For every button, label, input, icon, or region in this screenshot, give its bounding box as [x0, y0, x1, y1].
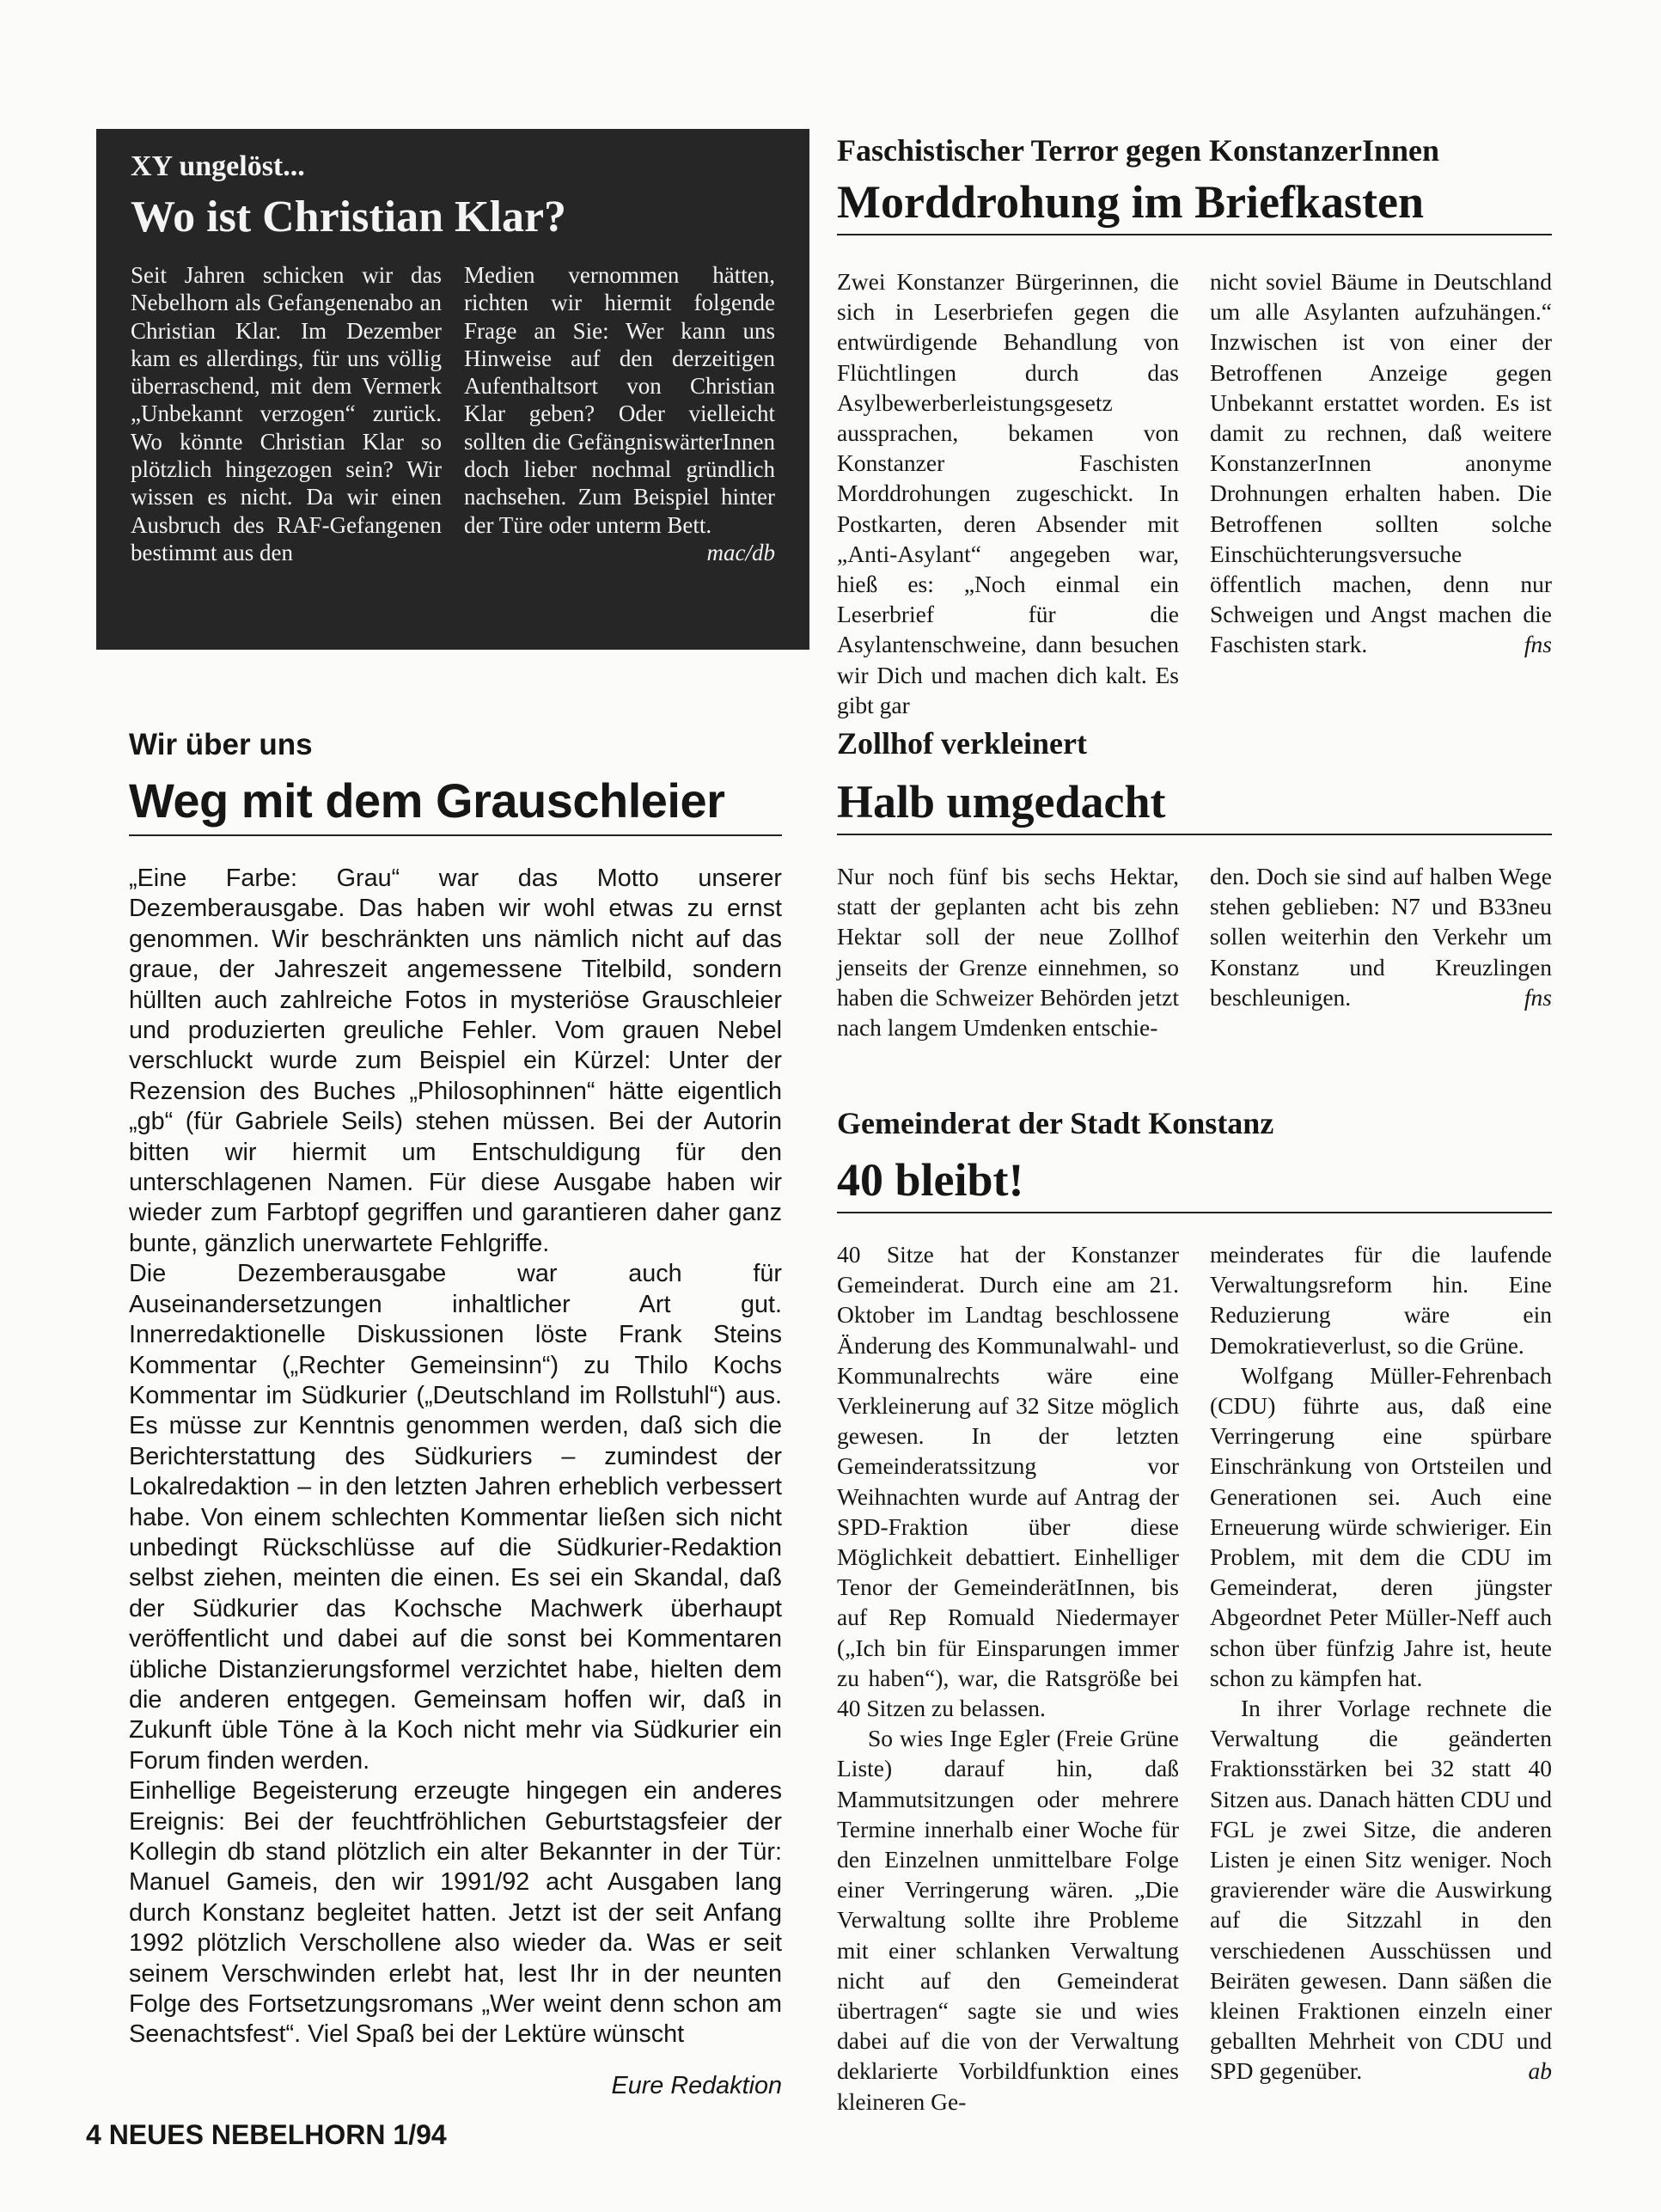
- article-column-2: [1210, 266, 1552, 720]
- article-column-2-text: den. Doch sie sind auf halben Wege stehen geblieben: N7 und B33neu sollen weiterhin den Verkehr um Konstanz und Kreuzlingen beschleunigen.: [1210, 863, 1552, 1011]
- article-columns: [837, 266, 1552, 720]
- article-gemeinderat: [837, 1103, 1552, 2117]
- article-headline: Morddrohung im Briefkasten: [837, 174, 1552, 235]
- article-morddrohung: [837, 131, 1552, 720]
- article-headline: Weg mit dem Grauschleier: [129, 771, 782, 836]
- article-column-1: Seit Jahren schicken wir das Nebelhorn als Gefangenenabo an Christian Klar. Im Dezember kam es allerdings, für uns völlig überraschend, mit dem Vermerk „Unbekannt verzogen“ zurück. Wo könnte Christian Klar so plötzlich hingezogen sein? Wir wissen es nicht. Da wir einen Ausbruch des RAF-Gefangenen bestimmt aus den: [131, 262, 442, 565]
- page-footer: 4 NEUES NEBELHORN 1/94: [86, 2119, 447, 2150]
- article-column-1: [837, 1239, 1179, 2117]
- article-headline: Wo ist Christian Klar?: [131, 192, 567, 241]
- article-paragraph-text: In ihrer Vorlage rechnete die Verwaltung die geänderten Fraktionsstärken bei 32 statt 40 Sitzen aus. Danach hätten CDU und FGL je zwei Sitze, die anderen Listen je einen Sitz weniger. Noch gravierender wäre die Auswirkung auf die Sitzzahl in den verschiedenen Ausschüssen und Beiräten gewesen. Dann säßen die kleinen Fraktionen einzeln einer geballten Mehrheit von CDU und SPD gegenüber.: [1210, 1695, 1552, 2085]
- article-columns: [131, 261, 775, 566]
- article-paragraph: meinderates für die laufende Verwaltungsreform hin. Eine Reduzierung wäre ein Demokratieverlust, so die Grüne.: [1210, 1241, 1552, 1359]
- article-column-1: Nur noch fünf bis sechs Hektar, statt der geplanten acht bis zehn Hektar soll der neue Zollhof jenseits der Grenze einnehmen, so haben die Schweizer Behörden jetzt nach langem Umdenken entschie-: [837, 863, 1179, 1042]
- article-christian-klar: [96, 129, 809, 650]
- article-column-1: Zwei Konstanzer Bürgerinnen, die sich in Leserbriefen gegen die entwürdigende Behandlung von Flüchtlingen durch das Asylbewerberleistungsgesetz aussprachen, bekamen von Konstanzer Faschisten Morddrohungen zugeschickt. In Postkarten, deren Absender mit „Anti-Asylant“ angegeben war, hieß es: „Noch einmal ein Leserbrief für die Asylantenschweine, dann besuchen wir Dich und machen dich kalt. Es gibt gar: [837, 268, 1179, 718]
- article-kicker: Wir über uns: [129, 728, 313, 761]
- article-paragraph: „Eine Farbe: Grau“ war das Motto unserer Dezemberausgabe. Das haben wir wohl etwas zu ernst genommen. Wir beschränkten uns nämlich nicht auf das graue, der Jahreszeit angemessene Titelbild, sondern hüllten auch zahlreiche Fotos in mysteriöse Grauschleier und produzierten greuliche Fehler. Vom grauen Nebel verschluckt wurde zum Beispiel ein Kürzel: Unter der Rezension des Buches „Philosophinnen“ hätte eigentlich „gb“ (für Gabriele Seils) stehen müssen. Bei der Autorin bitten wir hiermit um Entschuldigung für den unterschlagenen Namen. Für diese Ausgabe haben wir wieder zum Farbtopf gegriffen und garantieren daher ganz bunte, gänzlich unerwartete Fehlgriffe.: [129, 865, 782, 1257]
- article-paragraph: 40 Sitze hat der Konstanzer Gemeinderat. Durch eine am 21. Oktober im Landtag beschlossene Änderung des Kommunalwahl- und Kommunalrechts wäre eine Verkleinerung auf 32 Sitze möglich gewesen. In der letzten Gemeinderatssitzung vor Weihnachten wurde auf Antrag der SPD-Fraktion über diese Möglichkeit debattiert. Einhelliger Tenor der GemeinderätInnen, bis auf Rep Romuald Niedermayer („Ich bin für Einsparungen immer zu haben“), war, die Ratsgröße bei 40 Sitzen zu belassen.: [837, 1241, 1179, 1722]
- article-paragraph: Einhellige Begeisterung erzeugte hingegen ein anderes Ereignis: Bei der feuchtfröhlichen Geburtstagsfeier der Kollegin db stand plötzlich ein alter Bekannter in der Tür: Manuel Gameis, den wir 1991/92 acht Ausgaben lang durch Konstanz begleitet hatten. Jetzt ist der seit Anfang 1992 plötzlich Verschollene also wieder da. Was er seit seinem Verschwinden erlebt hat, lest Ihr in der neunten Folge des Fortsetzungsromans „Wer weint denn schon am Seenachtsfest“. Viel Spaß bei der Lektüre wünscht: [129, 1777, 782, 2049]
- article-paragraph: [1210, 1693, 1552, 2087]
- article-signature: mac/db: [706, 539, 775, 565]
- article-kicker: Faschistischer Terror gegen KonstanzerInnen: [837, 133, 1439, 168]
- article-grauschleier: [129, 726, 782, 2101]
- article-headline: Halb umgedacht: [837, 773, 1552, 835]
- article-column-2: [1210, 1239, 1552, 2117]
- article-paragraph: Die Dezemberausgabe war auch für Auseinandersetzungen inhaltlicher Art gut. Innerredaktionelle Diskussionen löste Frank Steins Kommentar („Rechter Gemeinsinn“) zu Thilo Kochs Kommentar im Südkurier („Deutschland im Rollstuhl“) aus. Es müsse zur Kenntnis genommen werden, daß sich die Berichterstattung des Südkuriers – zumindest der Lokalredaktion – in den letzten Jahren erheblich verbessert habe. Von einem schlechten Kommentar ließen sich nicht unbedingt Rückschlüsse auf die Südkurier-Redaktion selbst ziehen, meinten die einen. Es sei ein Skandal, daß der Südkurier das Kochsche Machwerk überhaupt veröffentlicht und dabei auf die sonst bei Kommentaren übliche Distanzierungsformel verzichtet habe, hielten dem die anderen entgegen. Gemeinsam hoffen wir, daß in Zukunft üble Töne à la Koch nicht mehr via Südkurier ein Forum finden werden.: [129, 1260, 782, 1775]
- article-column-2-text: Medien vernommen hätten, richten wir hiermit folgende Frage an Sie: Wer kann uns Hinweise auf den derzeitigen Aufenthaltsort von Christian Klar geben? Oder vielleicht sollten die GefängniswärterInnen doch lieber nochmal gründlich nachsehen. Zum Beispiel hinter der Türe oder unterm Bett.: [464, 262, 775, 538]
- article-zollhof: [837, 724, 1552, 1042]
- article-signature: fns: [1524, 983, 1552, 1011]
- article-signature: ab: [1528, 2057, 1552, 2085]
- article-body: [129, 864, 782, 2101]
- article-headline: 40 bleibt!: [837, 1152, 1552, 1213]
- article-paragraph: Wolfgang Müller-Fehrenbach (CDU) führte aus, daß eine Verringerung eine spürbare Einschränkung von Ortsteilen und Generationen sei. Auch eine Erneuerung würde schwieriger. Ein Problem, mit dem die CDU im Gemeinderat, deren jüngster Abgeordnet Peter Müller-Neff auch schon über fünfzig Jahre ist, heute schon zu kämpfen hat.: [1210, 1361, 1552, 1691]
- article-column-2: [1210, 861, 1552, 1042]
- article-signature: fns: [1524, 631, 1552, 658]
- article-kicker: Gemeinderat der Stadt Konstanz: [837, 1106, 1274, 1140]
- article-columns: [837, 861, 1552, 1042]
- article-kicker: Zollhof verkleinert: [837, 726, 1087, 761]
- article-column-2: [464, 261, 775, 566]
- article-columns: [837, 1239, 1552, 2117]
- article-signature: Eure Redaktion: [611, 2071, 782, 2099]
- article-paragraph: So wies Inge Egler (Freie Grüne Liste) darauf hin, daß Mammutsitzungen oder mehrere Termine innerhalb einer Woche für den Einzelnen unmittelbare Folge einer Verringerung wären. „Die Verwaltung sollte ihre Probleme mit einer schlanken Verwaltung nicht auf den Gemeinderat übertragen“ sagte sie und wies dabei auf die von der Verwaltung deklarierte Vorbildfunktion eines kleineren Ge-: [837, 1725, 1179, 2115]
- article-column-2-text: nicht soviel Bäume in Deutschland um alle Asylanten aufzuhängen.“ Inzwischen ist von einer der Betroffenen Anzeige gegen Unbekannt erstattet worden. Es ist damit zu rechnen, daß weitere KonstanzerInnen anonyme Drohnungen erhalten haben. Die Betroffenen sollten solche Einschüchterungsversuche öffentlich machen, denn nur Schweigen und Angst machen die Faschisten stark.: [1210, 268, 1552, 658]
- article-kicker: XY ungelöst...: [131, 150, 305, 182]
